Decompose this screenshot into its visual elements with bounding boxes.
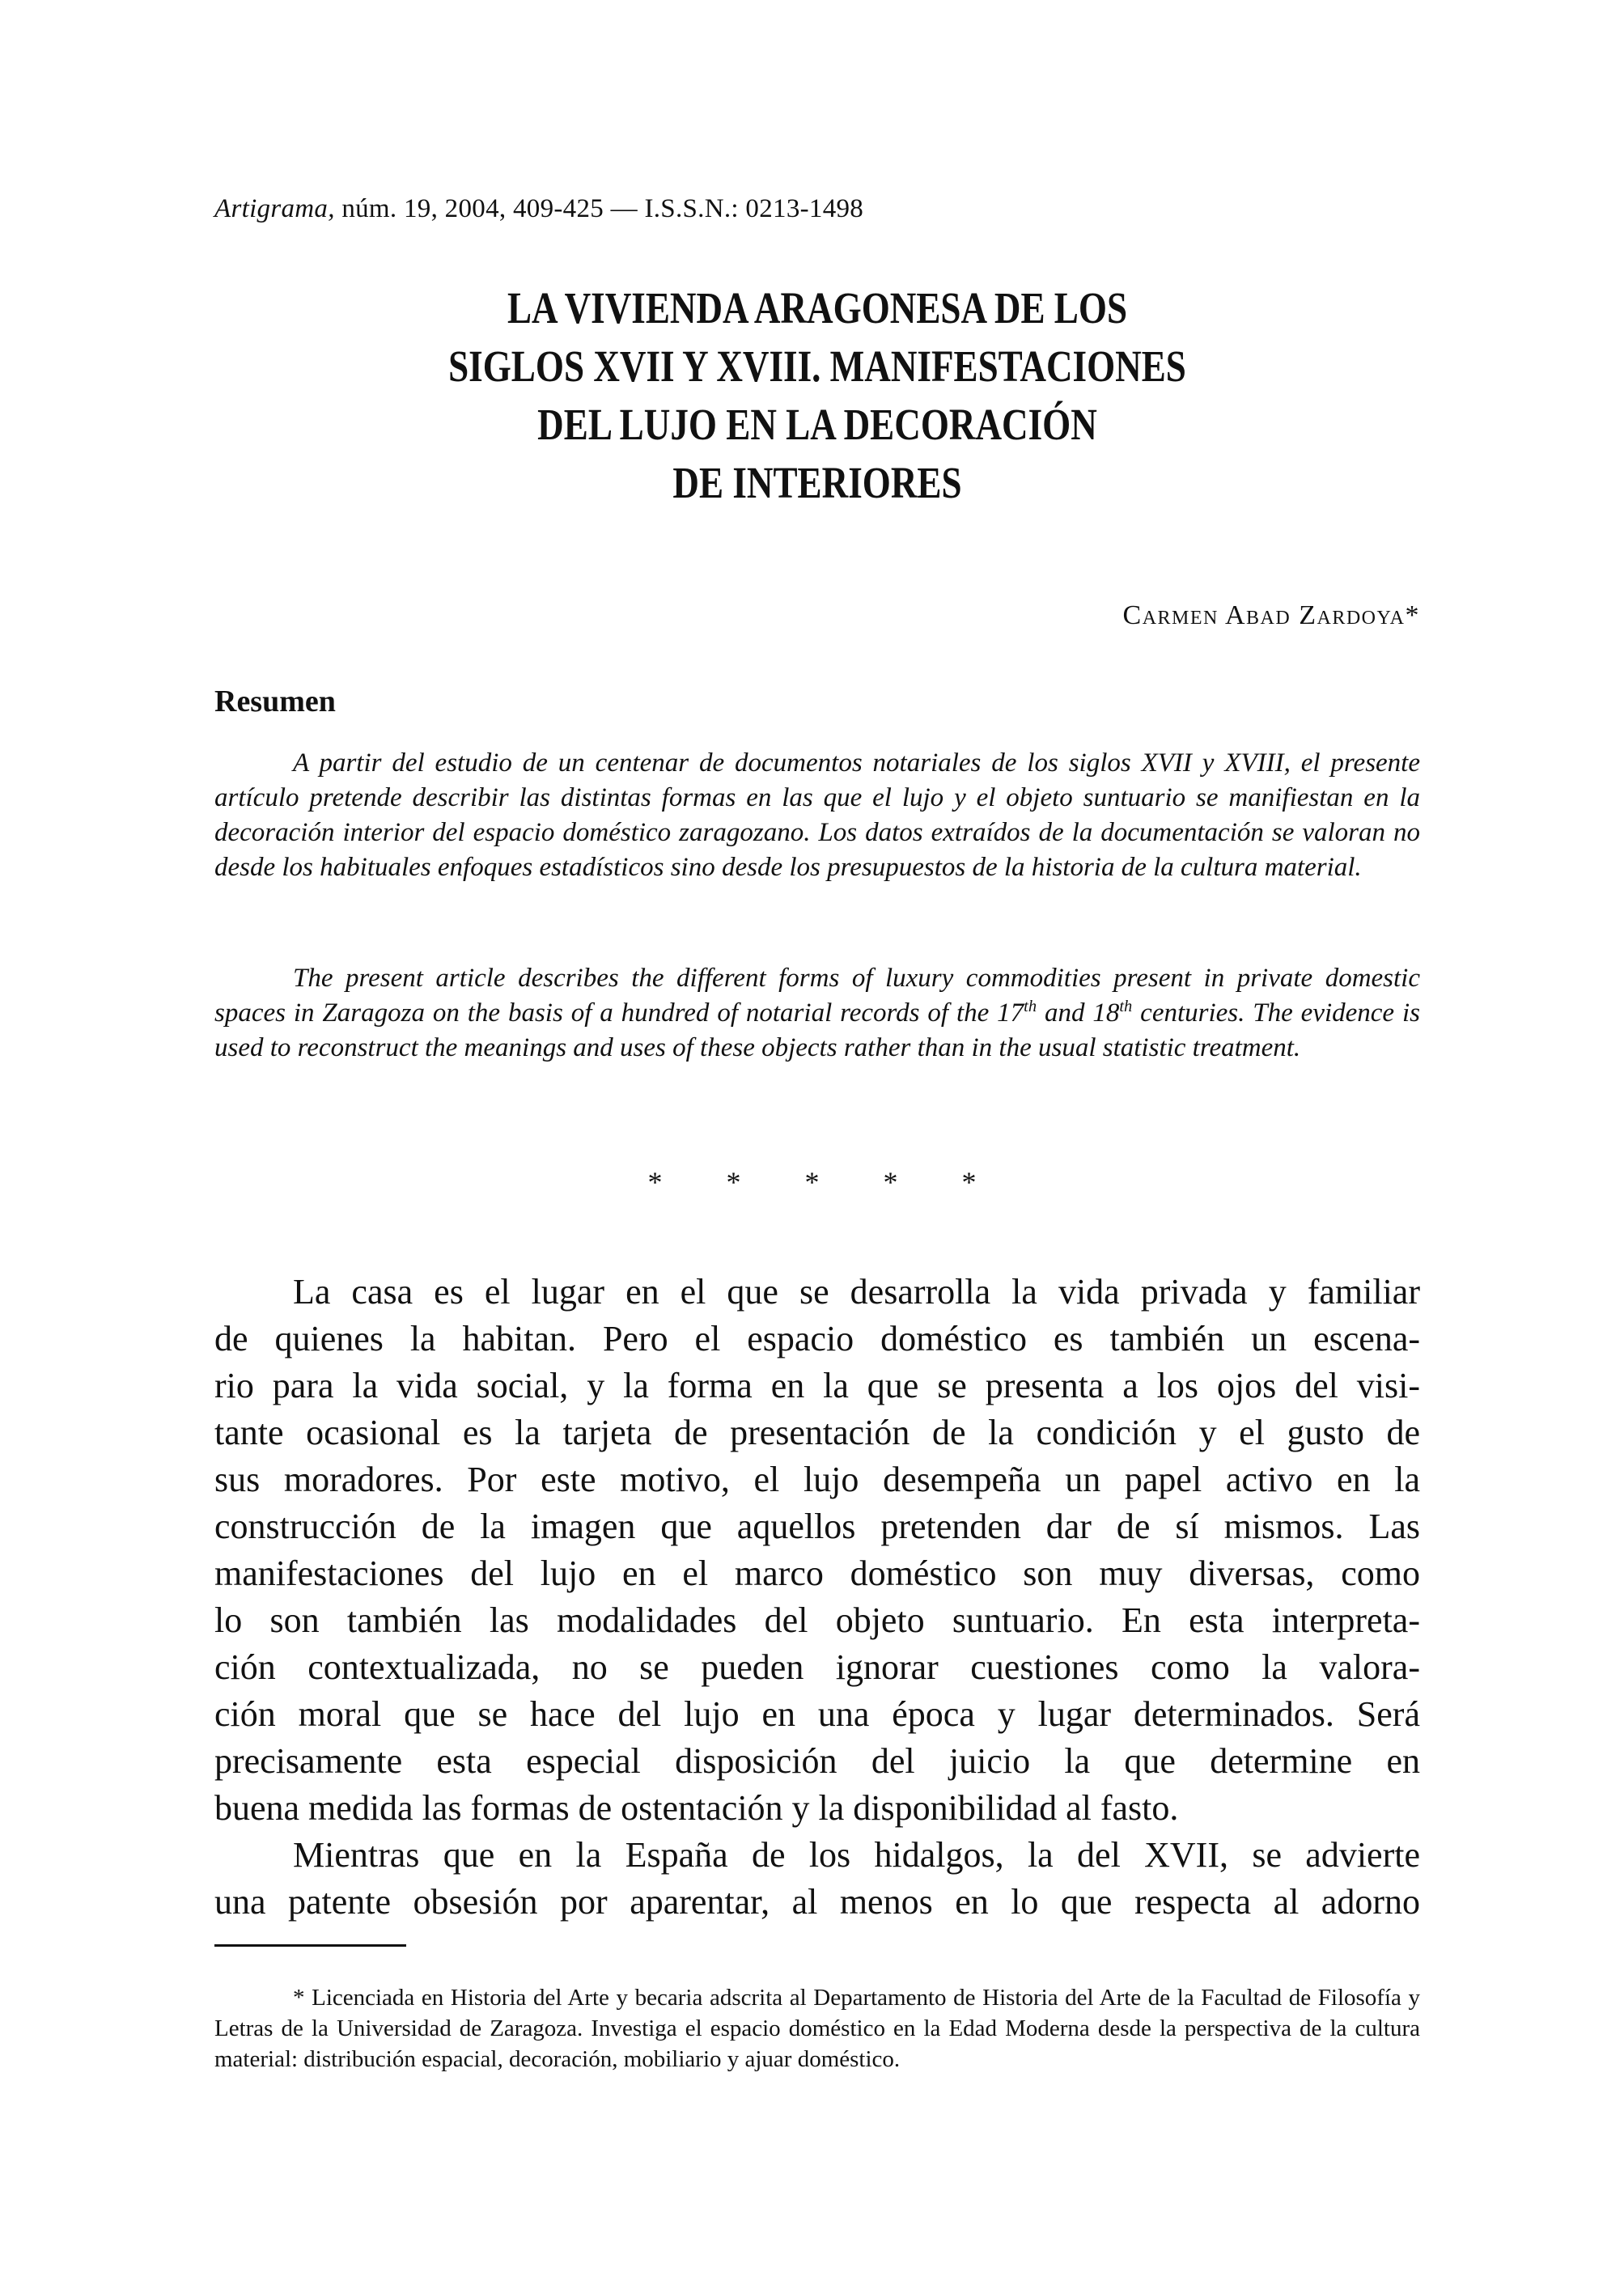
text-line: manifestaciones del lujo en el marco doméstico son muy diversas, como <box>214 1553 1420 1593</box>
text-line: rio para la vida social, y la forma en la que se presenta a los ojos del visi- <box>214 1366 1420 1405</box>
footnote-text: * Licenciada en Historia del Arte y becaria adscrita al Departamento de Historia del Arte de la Facultad de Filosofía y Letras de la Universidad de Zaragoza. Investiga el espacio doméstico en la Edad Moderna desde la perspectiva de la cultura material: distribución espacial, decoración, mobiliario y ajuar doméstico. <box>214 1985 1420 2072</box>
title-line: LA VIVIENDA ARAGONESA DE LOS <box>507 283 1128 333</box>
abstract-spanish <box>214 746 1420 885</box>
ordinal-superscript: th <box>1024 998 1037 1015</box>
body-text <box>214 1269 1420 1926</box>
text-line: tante ocasional es la tarjeta de presentación de la condición y el gusto de <box>214 1413 1420 1452</box>
text-line: sus moradores. Por este motivo, el lujo desempeña un papel activo en la <box>214 1460 1420 1499</box>
asterisk-ornament: * <box>804 1166 820 1198</box>
text-line: precisamente esta especial disposición del juicio la que determine en <box>214 1741 1420 1781</box>
author-byline <box>1123 600 1420 631</box>
text-line: de quienes la habitan. Pero el espacio doméstico es también un escena- <box>214 1319 1420 1358</box>
citation-details: núm. 19, 2004, 409-425 — I.S.S.N.: 0213-1498 <box>334 194 864 223</box>
asterisk-ornament: * <box>961 1166 977 1198</box>
author-name: Carmen Abad Zardoya <box>1122 600 1406 630</box>
text-line: La casa es el lugar en el que se desarrolla la vida privada y familiar <box>293 1272 1420 1312</box>
abstract-heading: Resumen <box>214 685 336 718</box>
abstract-english-part: and 18 <box>1037 998 1120 1028</box>
asterisk-ornament: * <box>726 1166 741 1198</box>
abstract-english-part: The present article describes the different forms of luxury commodities present in private domestic spaces in Zaragoza on the basis of a hundred of notarial records of the 17 <box>214 964 1420 1028</box>
abstract-english-part: centuries. The evidence is used to reconstruct the meanings and uses of these objects rather than in the usual statistic treatment. <box>214 998 1420 1062</box>
text-line: construcción de la imagen que aquellos pretenden dar de sí mismos. Las <box>214 1507 1420 1546</box>
paragraph <box>214 1269 1420 1832</box>
footnote <box>214 1982 1420 2075</box>
asterisk-ornament: * <box>883 1166 898 1198</box>
paragraph <box>214 1832 1420 1926</box>
abstract-english <box>214 961 1420 1066</box>
section-separator <box>0 1165 1624 1199</box>
title-line: SIGLOS XVII Y XVIII. MANIFESTACIONES <box>448 341 1186 391</box>
text-line: lo son también las modalidades del objeto suntuario. En esta interpreta- <box>214 1600 1420 1640</box>
author-footnote-marker: * <box>1405 600 1420 630</box>
abstract-english-text <box>214 961 1420 1066</box>
text-line: Mientras que en la España de los hidalgos, la del XVII, se advierte <box>293 1835 1420 1875</box>
text-line: ción contextualizada, no se pueden ignorar cuestiones como la valora- <box>214 1647 1420 1687</box>
asterisk-ornament: * <box>647 1166 663 1198</box>
text-line: una patente obsesión por aparentar, al menos en lo que respecta al adorno <box>214 1882 1420 1922</box>
text-line: ción moral que se hace del lujo en una época y lugar determinados. Será <box>214 1694 1420 1734</box>
journal-name: Artigrama, <box>214 194 335 223</box>
ordinal-superscript: th <box>1119 998 1133 1015</box>
running-header <box>214 194 863 224</box>
text-line: buena medida las formas de ostentación y la disponibilidad al fasto. <box>214 1788 1179 1828</box>
title-line: DE INTERIORES <box>672 458 962 507</box>
title-line: DEL LUJO EN LA DECORACIÓN <box>537 400 1097 449</box>
footnote-rule <box>214 1944 406 1947</box>
article-title <box>323 279 1312 512</box>
abstract-spanish-text: A partir del estudio de un centenar de documentos notariales de los siglos XVII y XVIII, el presente artículo pretende describir las distintas formas en las que el lujo y el objeto suntuario se manifiestan en la decoración interior del espacio doméstico zaragozano. Los datos extraídos de la documentación se valoran no desde los habituales enfoques estadísticos sino desde los presupuestos de la historia de la cultura material. <box>214 748 1420 882</box>
